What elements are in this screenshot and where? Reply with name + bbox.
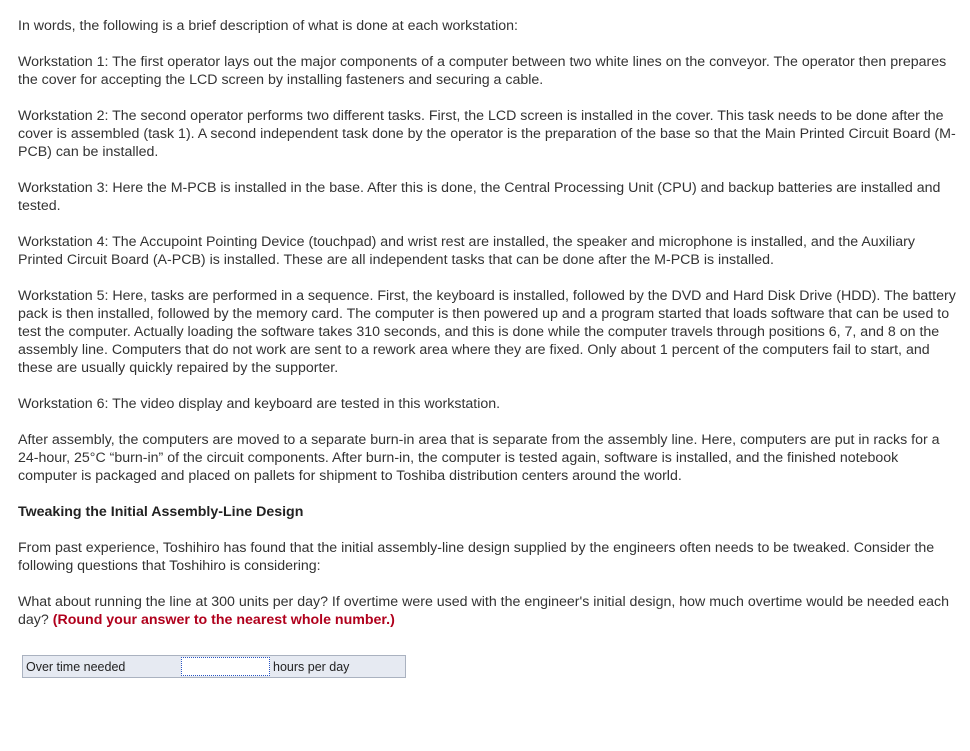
overtime-answer-input[interactable] xyxy=(181,657,270,676)
workstation-2-text: Workstation 2: The second operator performs two different tasks. First, the LCD screen is installed in the cover. This task needs to be done after the cover is assembled (task 1). A second independent task done by the operator is the preparation of the base so that the Main Printed Circuit Board (M-PCB) can be installed. xyxy=(18,108,956,160)
workstation-4-text: Workstation 4: The Accupoint Pointing Device (touchpad) and wrist rest are installed, the speaker and microphone is installed, and the Auxiliary Printed Circuit Board (A-PCB) is installed. These are all independent tasks that can be done after the M-PCB is installed. xyxy=(18,234,915,268)
answer-row xyxy=(22,655,406,678)
question-body: What about running the line at 300 units per day? If overtime were used with the engineer's initial design, how much overtime would be needed each day? xyxy=(18,594,949,628)
after-assembly-text: After assembly, the computers are moved to a separate burn-in area that is separate from the assembly line. Here, computers are put in racks for a 24-hour, 25°C “burn-in” of the circuit components. After burn-in, the computer is tested again, software is installed, and the finished notebook computer is packaged and placed on pallets for shipment to Toshiba distribution centers around the world. xyxy=(18,432,940,484)
workstation-3-text: Workstation 3: Here the M-PCB is installed in the base. After this is done, the Central Processing Unit (CPU) and backup batteries are installed and tested. xyxy=(18,180,941,214)
question-text xyxy=(18,593,958,629)
intro-text: In words, the following is a brief description of what is done at each workstation: xyxy=(18,18,518,34)
rounding-instruction: (Round your answer to the nearest whole number.) xyxy=(52,612,395,628)
answer-label: Over time needed xyxy=(26,660,126,674)
problem-content xyxy=(18,17,958,647)
workstation-6-text: Workstation 6: The video display and keyboard are tested in this workstation. xyxy=(18,396,501,412)
answer-unit: hours per day xyxy=(273,660,350,674)
workstation-1-text: Workstation 1: The first operator lays out the major components of a computer between two white lines on the conveyor. The operator then prepares the cover for accepting the LCD screen by installing fasteners and securing a cable. xyxy=(18,54,947,88)
workstation-5-text: Workstation 5: Here, tasks are performed in a sequence. First, the keyboard is installed, followed by the DVD and Hard Disk Drive (HDD). The battery pack is then installed, followed by the memory card. The computer is then powered up and a program started that loads software that can be used to test the computer. Actually loading the software takes 310 seconds, and this is done while the computer travels through positions 6, 7, and 8 on the assembly line. Computers that do not work are sent to a rework area where they are fixed. Only about 1 percent of the computers fail to start, and these are usually quickly repaired by the supporter. xyxy=(18,288,956,376)
past-experience-text: From past experience, Toshihiro has found that the initial assembly-line design supplied by the engineers often needs to be tweaked. Consider the following questions that Toshihiro is considering: xyxy=(18,540,935,574)
section-heading: Tweaking the Initial Assembly-Line Design xyxy=(18,504,304,520)
